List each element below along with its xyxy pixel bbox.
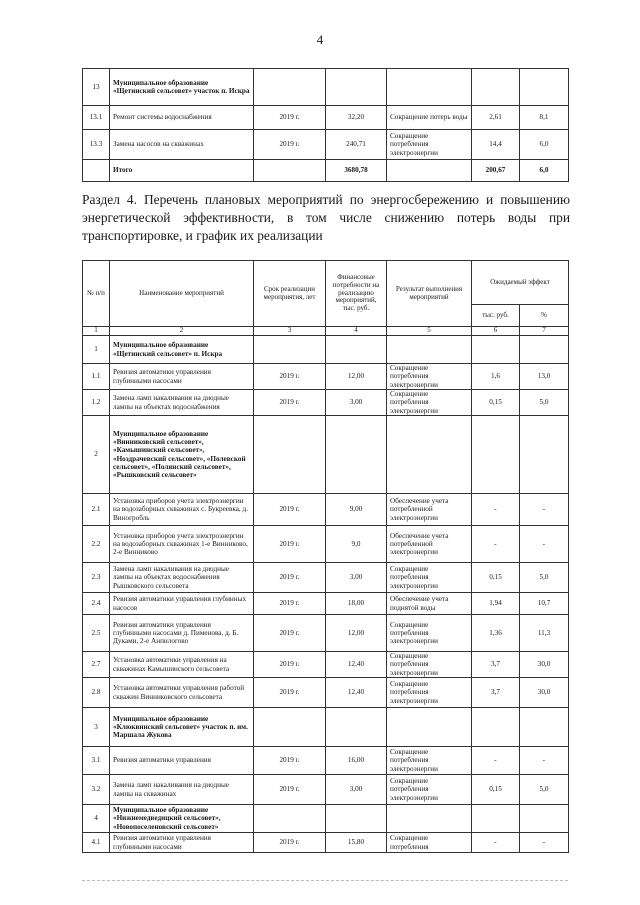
- continuation-table: [82, 68, 569, 182]
- row-cost: 12,40: [326, 678, 387, 708]
- header-effect-rub: тыс. руб.: [472, 305, 520, 327]
- row-year: [254, 69, 326, 106]
- row-cost: 15,80: [326, 833, 387, 853]
- table-row: [83, 390, 569, 416]
- total-empty-cell: [83, 160, 110, 182]
- row-effect-pct: -: [520, 526, 569, 563]
- table-header-row: [83, 261, 569, 305]
- row-effect-rub: 0,15: [472, 390, 520, 416]
- table-row: [83, 747, 569, 775]
- row-effect-pct: 30,0: [520, 678, 569, 708]
- row-name: Замена ламп накаливания на диодные лампы на объектах водоснабжения Рышковского сельсовета: [110, 563, 254, 593]
- row-result: Сокращение потребления электроэнергии: [387, 615, 472, 652]
- row-number: 1.2: [83, 390, 110, 416]
- row-year: 2019 г.: [254, 390, 326, 416]
- row-effect-pct: -: [520, 833, 569, 853]
- table-row: [83, 106, 569, 130]
- row-cost: 12,00: [326, 364, 387, 390]
- row-effect-rub: [472, 416, 520, 494]
- row-year: 2019 г.: [254, 563, 326, 593]
- row-effect-rub: -: [472, 833, 520, 853]
- row-cost: 9,00: [326, 494, 387, 526]
- table-row: [83, 130, 569, 160]
- row-effect-pct: 10,7: [520, 593, 569, 615]
- total-cost: 3680,78: [326, 160, 387, 182]
- row-effect-pct: 5,0: [520, 390, 569, 416]
- row-year: 2019 г.: [254, 747, 326, 775]
- row-number: 2.3: [83, 563, 110, 593]
- row-effect-pct: 13,0: [520, 364, 569, 390]
- row-number: 3.2: [83, 775, 110, 805]
- row-name: Муниципальное образование «Винниковский сельсовет», «Камышинский сельсовет», «Ноздрачевский сельсовет», «Полевской сельсовет», «Полянский сельсовет», «Рышковский сельсовет»: [110, 416, 254, 494]
- page-edge-rule: [82, 880, 568, 881]
- row-cost: [326, 416, 387, 494]
- header-term: Срок реализации мероприятия, лет: [254, 261, 326, 327]
- group-row: [83, 708, 569, 747]
- row-cost: 9,0: [326, 526, 387, 563]
- row-year: 2019 г.: [254, 678, 326, 708]
- total-empty-cell: [387, 160, 472, 182]
- total-label: Итого: [110, 160, 254, 182]
- row-number: 2.4: [83, 593, 110, 615]
- row-number: 13.1: [83, 106, 110, 130]
- row-effect-rub: 1,6: [472, 364, 520, 390]
- row-name: Ревизия автоматики управления глубинными насосами д. Пименова, д. Б. Дуками, 2-е Анпилогово: [110, 615, 254, 652]
- row-name: Ревизия автоматики управления глубинными насосами: [110, 833, 254, 853]
- row-effect-pct: [520, 805, 569, 833]
- row-result: [387, 708, 472, 747]
- row-result: Сокращение потребления: [387, 833, 472, 853]
- table-row: [83, 526, 569, 563]
- row-name: Муниципальное образование «Щетинский сельсовет» участок п. Искра: [110, 69, 254, 106]
- group-row: [83, 805, 569, 833]
- row-result: [387, 69, 472, 106]
- table-row: [83, 563, 569, 593]
- row-effect-rub: [472, 805, 520, 833]
- row-number: 3.1: [83, 747, 110, 775]
- column-number: 4: [326, 327, 387, 336]
- table-row: [83, 615, 569, 652]
- row-result: Сокращение потребления электроэнергии: [387, 390, 472, 416]
- row-number: 13: [83, 69, 110, 106]
- row-effect-pct: [520, 416, 569, 494]
- row-cost: 16,00: [326, 747, 387, 775]
- row-year: 2019 г.: [254, 652, 326, 678]
- row-cost: 3,00: [326, 390, 387, 416]
- row-result: Сокращение потребления электроэнергии: [387, 652, 472, 678]
- row-result: Обеспечение учета потребленной электроэнергии: [387, 526, 472, 563]
- row-result: Сокращение потребления электроэнергии: [387, 563, 472, 593]
- row-effect-rub: 3,7: [472, 652, 520, 678]
- measures-table: [82, 260, 569, 853]
- measures-table-body: [83, 336, 569, 853]
- row-result: [387, 416, 472, 494]
- column-number: 2: [110, 327, 254, 336]
- row-result: Обеспечение учета потребленной электроэнергии: [387, 494, 472, 526]
- table-row: [83, 775, 569, 805]
- row-cost: 3,00: [326, 775, 387, 805]
- continuation-table-body: [83, 69, 569, 182]
- row-cost: 12,00: [326, 615, 387, 652]
- row-result: [387, 336, 472, 364]
- row-result: Сокращение потребления электроэнергии: [387, 364, 472, 390]
- row-cost: 3,00: [326, 563, 387, 593]
- page-number: 4: [316, 32, 324, 47]
- row-cost: [326, 708, 387, 747]
- header-effect: Ожидаемый эффект: [472, 261, 569, 305]
- header-result: Результат выполнения мероприятий: [387, 261, 472, 327]
- column-number-row: [83, 327, 569, 336]
- row-effect-rub: 1,36: [472, 615, 520, 652]
- row-name: Установка автоматики управления работой скважин Винниковского сельсовета: [110, 678, 254, 708]
- row-name: Муниципальное образование «Клюквинский сельсовет» участок п. им. Маршала Жукова: [110, 708, 254, 747]
- row-number: 4.1: [83, 833, 110, 853]
- row-number: 4: [83, 805, 110, 833]
- column-number: 7: [520, 327, 569, 336]
- row-year: 2019 г.: [254, 593, 326, 615]
- row-number: 2.2: [83, 526, 110, 563]
- row-name: Ремонт системы водоснабжения: [110, 106, 254, 130]
- table-row: [83, 364, 569, 390]
- row-effect-pct: 30,0: [520, 652, 569, 678]
- row-name: Муниципальное образование «Щетинский сельсовет» п. Искра: [110, 336, 254, 364]
- header-name: Наименование мероприятий: [110, 261, 254, 327]
- row-name: Муниципальное образование «Нижнемедведицкий сельсовет», «Новопоселеновский сельсовет»: [110, 805, 254, 833]
- row-number: 13.3: [83, 130, 110, 160]
- row-name: Установка автоматики управления на скважинах Камышинского сельсовета: [110, 652, 254, 678]
- row-result: [387, 805, 472, 833]
- table-row: [83, 833, 569, 853]
- row-cost: 240,71: [326, 130, 387, 160]
- total-row: [83, 160, 569, 182]
- row-year: 2019 г.: [254, 130, 326, 160]
- row-number: 1.1: [83, 364, 110, 390]
- group-row: [83, 336, 569, 364]
- row-number: 3: [83, 708, 110, 747]
- group-row: [83, 416, 569, 494]
- row-number: 1: [83, 336, 110, 364]
- row-cost: 12,40: [326, 652, 387, 678]
- total-empty-cell: [254, 160, 326, 182]
- row-effect-pct: -: [520, 747, 569, 775]
- row-year: 2019 г.: [254, 526, 326, 563]
- table-row: [83, 678, 569, 708]
- column-number: 6: [472, 327, 520, 336]
- row-result: Сокращение потребления электроэнергии: [387, 747, 472, 775]
- row-cost: [326, 336, 387, 364]
- row-name: Замена ламп накаливания на диодные лампы на объектах водоснабжения: [110, 390, 254, 416]
- column-number: 1: [83, 327, 110, 336]
- row-effect-rub: 0,15: [472, 563, 520, 593]
- row-result: Сокращение потребления электроэнергии: [387, 678, 472, 708]
- row-effect-pct: -: [520, 494, 569, 526]
- row-year: 2019 г.: [254, 106, 326, 130]
- row-effect-rub: 3,7: [472, 678, 520, 708]
- row-effect-rub: 0,15: [472, 775, 520, 805]
- row-name: Ревизия автоматики управления глубинных насосов: [110, 593, 254, 615]
- row-number: 2.7: [83, 652, 110, 678]
- row-name: Ревизия автоматики управления: [110, 747, 254, 775]
- total-effect-rub: 200,67: [472, 160, 520, 182]
- table-row: [83, 652, 569, 678]
- row-cost: [326, 69, 387, 106]
- row-year: [254, 416, 326, 494]
- row-number: 2.5: [83, 615, 110, 652]
- row-effect-pct: 8,1: [520, 106, 569, 130]
- row-effect-pct: [520, 708, 569, 747]
- row-result: Сокращение потребления электроэнергии: [387, 130, 472, 160]
- row-year: [254, 805, 326, 833]
- row-result: Сокращение потребления электроэнергии: [387, 775, 472, 805]
- row-name: Замена насосов на скважинах: [110, 130, 254, 160]
- row-effect-rub: -: [472, 747, 520, 775]
- row-effect-pct: [520, 336, 569, 364]
- row-year: 2019 г.: [254, 833, 326, 853]
- row-number: 2.8: [83, 678, 110, 708]
- row-effect-rub: [472, 69, 520, 106]
- row-effect-rub: -: [472, 494, 520, 526]
- header-cost: Финансовые потребности на реализацию мероприятий, тыс. руб.: [326, 261, 387, 327]
- row-year: 2019 г.: [254, 615, 326, 652]
- row-effect-rub: -: [472, 526, 520, 563]
- row-effect-rub: 14,4: [472, 130, 520, 160]
- row-effect-rub: 2,61: [472, 106, 520, 130]
- header-num: № п/п: [83, 261, 110, 327]
- row-result: Сокращение потерь воды: [387, 106, 472, 130]
- row-effect-rub: [472, 336, 520, 364]
- row-effect-pct: 5,0: [520, 563, 569, 593]
- row-name: Ревизия автоматики управления глубинными насосами: [110, 364, 254, 390]
- row-cost: 18,00: [326, 593, 387, 615]
- row-effect-pct: 6,0: [520, 130, 569, 160]
- row-effect-pct: 5,0: [520, 775, 569, 805]
- row-cost: [326, 805, 387, 833]
- row-year: [254, 336, 326, 364]
- row-result: Обеспечение учета поднятой воды: [387, 593, 472, 615]
- row-year: 2019 г.: [254, 494, 326, 526]
- row-effect-rub: [472, 708, 520, 747]
- total-effect-pct: 6,0: [520, 160, 569, 182]
- section-heading: Раздел 4. Перечень плановых мероприятий по энергосбережению и повышению энергетической эффективности, в том числе снижению потерь воды при транспортировке, и график их реализации: [82, 192, 570, 243]
- row-year: 2019 г.: [254, 364, 326, 390]
- column-number: 5: [387, 327, 472, 336]
- row-year: 2019 г.: [254, 775, 326, 805]
- row-name: Установка приборов учета электроэнергии на водозаборных скважинах 1-е Винниково, 2-е Винниково: [110, 526, 254, 563]
- header-effect-pct: %: [520, 305, 569, 327]
- row-effect-pct: [520, 69, 569, 106]
- table-row: [83, 593, 569, 615]
- row-effect-rub: 1,94: [472, 593, 520, 615]
- row-number: 2.1: [83, 494, 110, 526]
- row-cost: 32,20: [326, 106, 387, 130]
- group-row: [83, 69, 569, 106]
- row-name: Установка приборов учета электроэнергии на водозаборных скважинах с. Букреевка, д. Виногробль: [110, 494, 254, 526]
- table-row: [83, 494, 569, 526]
- row-effect-pct: 11,3: [520, 615, 569, 652]
- row-year: [254, 708, 326, 747]
- row-number: 2: [83, 416, 110, 494]
- column-number: 3: [254, 327, 326, 336]
- row-name: Замена ламп накаливания на диодные лампы на скважинах: [110, 775, 254, 805]
